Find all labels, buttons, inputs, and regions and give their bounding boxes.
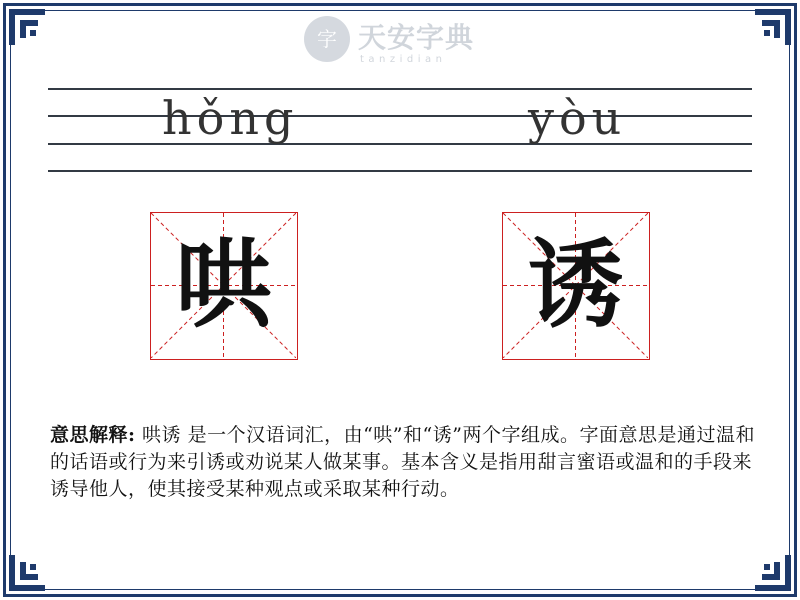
pinyin-line [48, 115, 752, 117]
logo-subtitle: tanzidian [360, 54, 447, 65]
meaning-label: 意思解释: [50, 424, 136, 446]
corner-ornament-icon [6, 6, 48, 48]
corner-ornament-icon [752, 552, 794, 594]
character-2: 诱 [527, 229, 624, 341]
corner-ornament-icon [6, 552, 48, 594]
site-logo [300, 14, 500, 70]
logo-name: 天安字典 [358, 21, 475, 54]
pinyin-line [48, 143, 752, 145]
character-grid-1 [150, 212, 298, 360]
pinyin-1: hǒng [162, 91, 299, 145]
meaning-description [50, 422, 755, 503]
character-1: 哄 [175, 229, 272, 341]
inner-frame [10, 10, 790, 590]
logo-mark-icon: 字 [304, 16, 350, 62]
meaning-text: 哄诱 是一个汉语词汇，由“哄”和“诱”两个字组成。字面意思是通过温和的话语或行为来引诱或劝说某人做某事。基本含义是指用甜言蜜语或温和的手段来诱导他人，使其接受某种观点或采取某种行动。 [50, 424, 755, 500]
character-grid-2 [502, 212, 650, 360]
corner-ornament-icon [752, 6, 794, 48]
pinyin-line [48, 170, 752, 172]
pinyin-2: yòu [528, 91, 627, 145]
pinyin-line [48, 88, 752, 90]
